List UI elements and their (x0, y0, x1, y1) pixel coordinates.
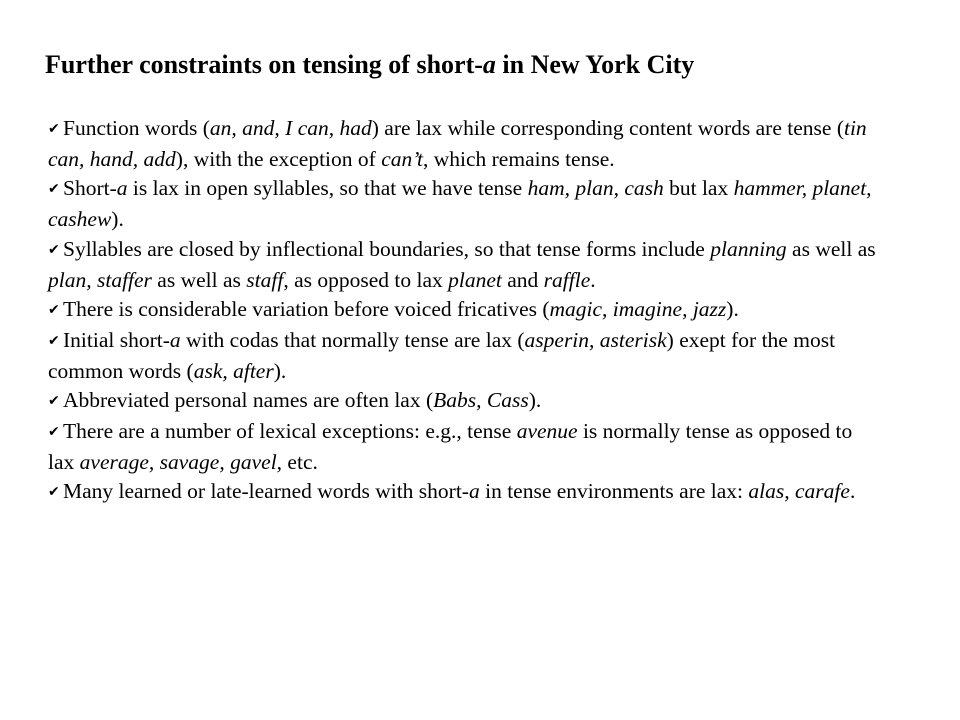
bullet-text-segment: plan, staffer (48, 267, 152, 292)
bullet-text-segment: magic, imagine, jazz (549, 297, 727, 322)
bullet-text-segment: alas, carafe (748, 479, 850, 504)
bullet-text-segment: Abbreviated personal names are often lax ( (63, 388, 434, 413)
bullet-text-segment: etc. (282, 449, 318, 474)
bullet-text-segment: . (849, 479, 856, 504)
bullet-item (48, 114, 878, 174)
bullet-text-segment: , as opposed to lax (283, 267, 449, 292)
bullet-text-segment: Function words ( (63, 116, 210, 140)
title-rest: in New York City (495, 50, 695, 79)
checkmark-icon: ✔ (48, 181, 60, 198)
title-text: Further constraints on tensing of short- (45, 50, 483, 79)
bullet-text-segment: ham, plan, cash (527, 176, 664, 201)
bullet-item (48, 174, 878, 234)
slide-title (45, 48, 694, 82)
bullet-text-segment: ). (111, 207, 124, 232)
bullet-text-segment: can’t (381, 146, 423, 171)
bullet-text-segment: tin can, hand, add (48, 116, 867, 171)
bullet-text-segment: raffle (543, 267, 591, 292)
bullet-text-segment: a (169, 327, 181, 352)
bullet-item (48, 235, 878, 295)
checkmark-icon: ✔ (48, 484, 60, 501)
bullet-text-segment: Babs, Cass (433, 388, 529, 413)
checkmark-icon: ✔ (48, 393, 60, 410)
bullet-text-segment: , which remains tense. (422, 146, 615, 171)
bullet-text-segment: ask, after (193, 358, 274, 383)
bullet-text-segment: ). (273, 358, 287, 383)
bullet-item (48, 386, 878, 417)
bullet-text-segment: ). (726, 297, 739, 322)
bullet-item (48, 295, 878, 326)
bullet-text-segment: ). (528, 388, 542, 413)
checkmark-icon: ✔ (48, 121, 60, 137)
checkmark-icon: ✔ (48, 241, 60, 258)
bullet-text-segment: ), with the exception of (175, 146, 382, 171)
bullet-text-segment: as well as (151, 267, 247, 292)
bullet-text-segment: an, and, I can, had (209, 116, 372, 140)
bullet-text-segment: Initial short- (63, 327, 170, 352)
bullet-text-segment: planning (710, 236, 787, 261)
bullet-text-segment: Syllables are closed by inflectional boundaries, so that tense forms include (63, 236, 711, 261)
bullet-text-segment: in tense environments are lax: (479, 479, 749, 504)
checkmark-icon: ✔ (48, 424, 60, 441)
bullet-list (48, 114, 878, 508)
bullet-text-segment: asperin, asterisk (524, 327, 667, 352)
bullet-item (48, 326, 878, 386)
bullet-text-segment: with codas that normally tense are lax ( (180, 327, 525, 352)
bullet-text-segment: is normally tense as opposed to lax (48, 419, 853, 474)
bullet-text-segment: staff (246, 267, 284, 292)
bullet-text-segment: but lax (663, 176, 734, 201)
bullet-text-segment: Short- (63, 176, 117, 201)
bullet-text-segment: . (590, 267, 596, 292)
bullet-text-segment: average, savage, gavel, (79, 449, 283, 474)
bullet-text-segment: ) exept for the most common words ( (48, 327, 836, 383)
bullet-text-segment: hammer, planet, cashew (48, 176, 872, 232)
bullet-text-segment: and (501, 267, 544, 292)
bullet-text-segment: There is considerable variation before voiced fricatives ( (63, 297, 550, 322)
checkmark-icon: ✔ (48, 302, 60, 319)
bullet-text-segment: Many learned or late-learned words with short- (63, 479, 469, 504)
checkmark-icon: ✔ (48, 332, 60, 349)
title-italic: a (482, 50, 496, 79)
bullet-text-segment: There are a number of lexical exceptions: e.g., tense (63, 419, 517, 444)
bullet-text-segment: as well as (786, 236, 876, 261)
bullet-text-segment: is lax in open syllables, so that we have tense (127, 176, 528, 201)
bullet-text-segment: ) are lax while corresponding content words are tense ( (371, 116, 844, 140)
bullet-text-segment: avenue (516, 419, 578, 444)
bullet-item (48, 477, 878, 508)
bullet-text-segment: planet (448, 267, 502, 292)
bullet-item (48, 417, 878, 477)
bullet-text-segment: a (468, 479, 480, 504)
bullet-text-segment: a (116, 176, 128, 201)
